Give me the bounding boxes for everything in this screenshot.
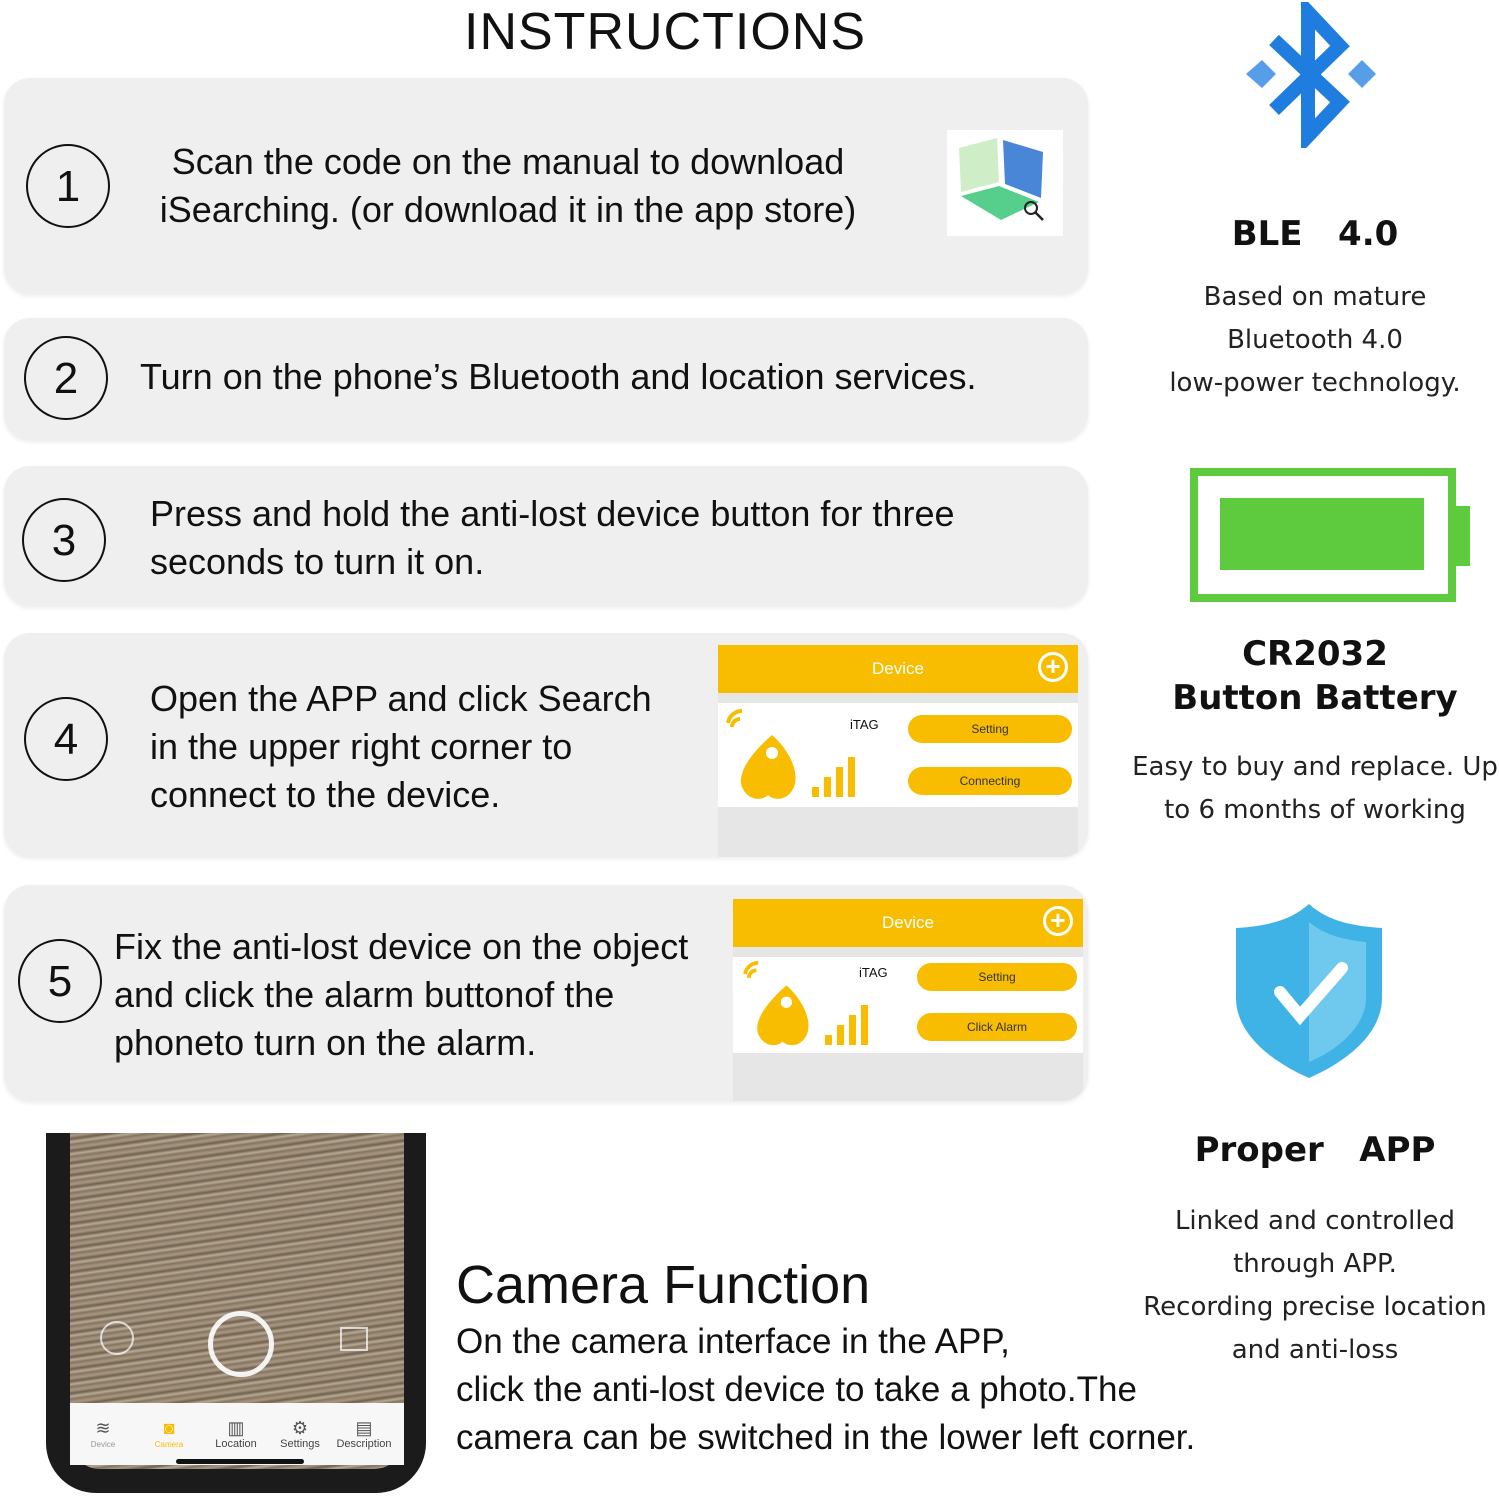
battery-heading: CR2032 Button Battery bbox=[1172, 634, 1458, 718]
connecting-button[interactable]: Connecting bbox=[908, 767, 1072, 795]
tab-device[interactable]: ≋ Device bbox=[68, 1418, 138, 1450]
step-card-5 bbox=[4, 885, 1088, 1101]
step-number-3: 3 bbox=[22, 498, 106, 582]
app-heading: Proper APP bbox=[1194, 1130, 1436, 1170]
tab-description[interactable]: ▤ Description bbox=[329, 1418, 399, 1450]
step-text-1: Scan the code on the manual to download iSearching. (or download it in the app store) bbox=[159, 141, 857, 230]
setting-button[interactable]: Setting bbox=[908, 715, 1072, 743]
gallery-icon[interactable] bbox=[340, 1327, 368, 1351]
device-name: iTAG bbox=[859, 965, 888, 980]
tab-settings[interactable]: ⚙ Settings bbox=[265, 1418, 335, 1450]
bluetooth-icon bbox=[1246, 2, 1378, 148]
home-indicator bbox=[176, 1459, 304, 1464]
step-text-3: Press and hold the anti-lost device button for three seconds to turn it on. bbox=[150, 493, 955, 582]
signal-strength-icon bbox=[810, 755, 860, 799]
add-icon[interactable]: + bbox=[1043, 906, 1073, 936]
map-icon: ▥ bbox=[227, 1418, 245, 1438]
click-alarm-button[interactable]: Click Alarm bbox=[917, 1013, 1077, 1041]
device-row bbox=[718, 703, 1078, 807]
isearching-app-icon[interactable] bbox=[947, 130, 1063, 236]
camera-icon: ◙ bbox=[163, 1418, 175, 1438]
step-card-1 bbox=[4, 78, 1088, 294]
battery-description: Easy to buy and replace. Up to 6 months of working bbox=[1132, 752, 1498, 825]
step-card-2 bbox=[4, 318, 1088, 440]
itag-device-icon bbox=[722, 709, 802, 805]
itag-device-icon bbox=[737, 961, 817, 1051]
app-screenshot-alarm bbox=[733, 899, 1083, 1101]
app-description: Linked and controlled through APP. Recording precise location and anti-loss bbox=[1143, 1206, 1487, 1365]
step-text-4: Open the APP and click Search in the upper right corner to connect to the device. bbox=[150, 678, 652, 815]
step-number-4: 4 bbox=[24, 697, 108, 781]
setting-button[interactable]: Setting bbox=[917, 963, 1077, 991]
battery-icon bbox=[1190, 468, 1474, 602]
step-card-4 bbox=[4, 633, 1088, 857]
mini-header: Device bbox=[718, 645, 1078, 693]
layers-icon: ≋ bbox=[95, 1418, 111, 1438]
tab-location[interactable]: ▥ Location bbox=[201, 1418, 271, 1450]
step-number-5: 5 bbox=[18, 939, 102, 1023]
step-number-2: 2 bbox=[24, 336, 108, 420]
device-row bbox=[733, 957, 1083, 1053]
step-text-2: Turn on the phone’s Bluetooth and location services. bbox=[140, 356, 977, 397]
shutter-button[interactable] bbox=[208, 1311, 274, 1377]
gear-icon: ⚙ bbox=[291, 1418, 309, 1438]
book-icon: ▤ bbox=[355, 1418, 373, 1438]
add-icon[interactable]: + bbox=[1038, 652, 1068, 682]
mini-header: Device bbox=[733, 899, 1083, 947]
step-text-5: Fix the anti-lost device on the object and click the alarm buttonof the phoneto turn on the alarm. bbox=[114, 926, 689, 1063]
switch-camera-icon[interactable] bbox=[100, 1321, 134, 1355]
ble-heading: BLE 4.0 bbox=[1231, 214, 1399, 254]
device-name: iTAG bbox=[850, 717, 879, 732]
step-card-3 bbox=[4, 466, 1088, 606]
page-title: INSTRUCTIONS bbox=[464, 3, 866, 61]
ble-description: Based on mature Bluetooth 4.0 low-power technology. bbox=[1169, 282, 1461, 398]
signal-strength-icon bbox=[823, 1003, 873, 1047]
shield-check-icon bbox=[1234, 902, 1384, 1080]
camera-function-text: On the camera interface in the APP, click the anti-lost device to take a photo.The camera can be switched in the lower left corner. bbox=[456, 1322, 1196, 1457]
tab-camera[interactable]: ◙ Camera bbox=[134, 1418, 204, 1450]
app-screenshot-connect bbox=[718, 645, 1078, 857]
step-number-1: 1 bbox=[26, 144, 110, 228]
camera-function-title: Camera Function bbox=[456, 1255, 871, 1315]
